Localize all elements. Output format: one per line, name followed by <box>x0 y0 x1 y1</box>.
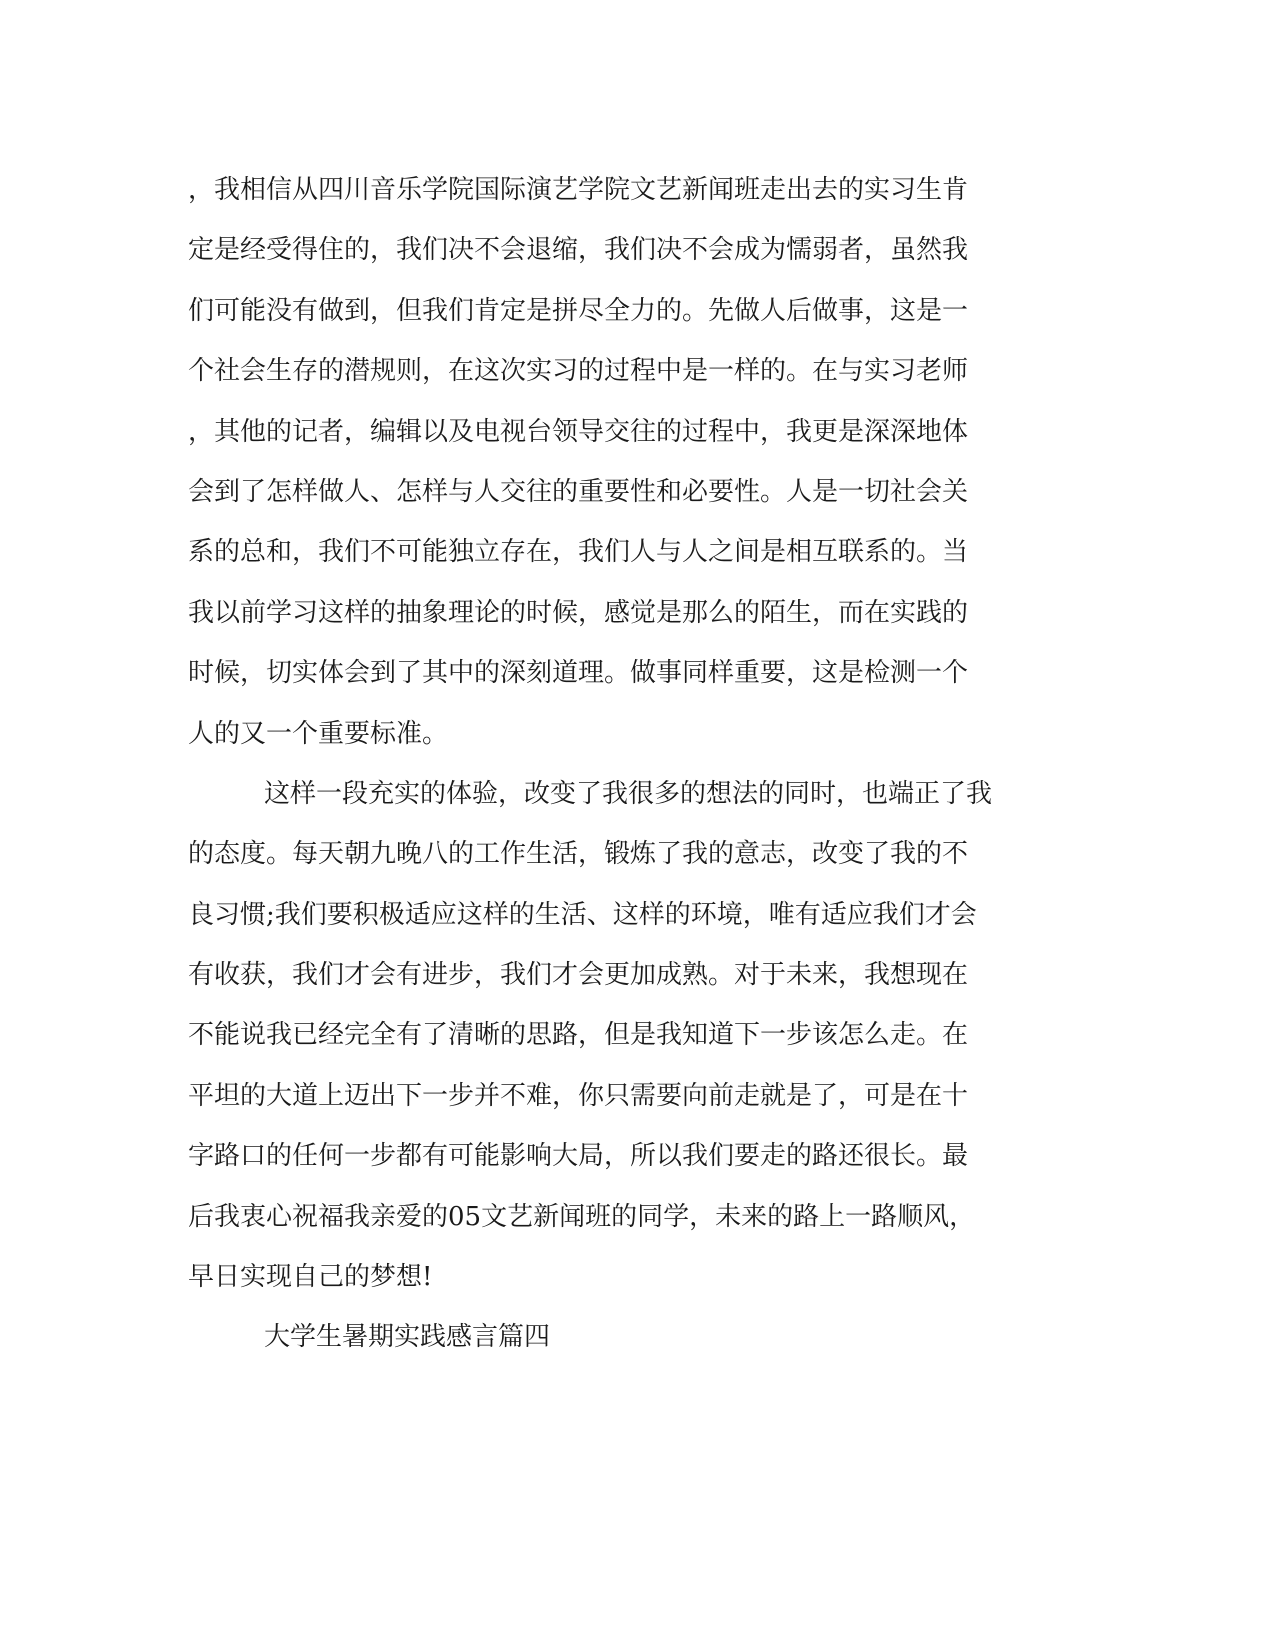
paragraph-2 <box>188 764 1068 1308</box>
section-heading: 大学生暑期实践感言篇四 <box>264 1322 551 1353</box>
paragraph-line: 有收获，我们才会有进步，我们才会更加成熟。对于未来，我想现在 <box>188 960 969 991</box>
paragraph-1 <box>188 160 1068 764</box>
paragraph-line: 字路口的任何一步都有可能影响大局，所以我们要走的路还很长。最 <box>188 1141 969 1172</box>
paragraph-line: 个社会生存的潜规则，在这次实习的过程中是一样的。在与实习老师 <box>188 356 969 387</box>
paragraph-line: 这样一段充实的体验，改变了我很多的想法的同时，也端正了我 <box>264 778 993 809</box>
paragraph-line: 人的又一个重要标准。 <box>188 718 449 749</box>
paragraph-line: ，其他的记者，编辑以及电视台领导交往的过程中，我更是深深地体 <box>188 416 969 447</box>
document-body <box>188 160 1068 1368</box>
paragraph-line: 会到了怎样做人、怎样与人交往的重要性和必要性。人是一切社会关 <box>188 476 969 507</box>
paragraph-line: 时候，切实体会到了其中的深刻道理。做事同样重要，这是检测一个 <box>188 658 969 689</box>
paragraph-line: 系的总和，我们不可能独立存在，我们人与人之间是相互联系的。当 <box>188 537 969 568</box>
paragraph-line: 定是经受得住的，我们决不会退缩，我们决不会成为懦弱者，虽然我 <box>188 235 969 266</box>
paragraph-line: 们可能没有做到，但我们肯定是拼尽全力的。先做人后做事，这是一 <box>188 295 969 326</box>
paragraph-line: 早日实现自己的梦想! <box>188 1262 433 1293</box>
paragraph-line: 的态度。每天朝九晚八的工作生活，锻炼了我的意志，改变了我的不 <box>188 839 969 870</box>
paragraph-line: ，我相信从四川音乐学院国际演艺学院文艺新闻班走出去的实习生肯 <box>188 175 969 205</box>
paragraph-line: 后我衷心祝福我亲爱的05文艺新闻班的同学，未来的路上一路顺风， <box>188 1201 976 1232</box>
paragraph-line: 不能说我已经完全有了清晰的思路，但是我知道下一步该怎么走。在 <box>188 1020 969 1051</box>
paragraph-line: 良习惯;我们要积极适应这样的生活、这样的环境，唯有适应我们才会 <box>188 899 977 930</box>
paragraph-line: 我以前学习这样的抽象理论的时候，感觉是那么的陌生，而在实践的 <box>188 597 969 628</box>
paragraph-line: 平坦的大道上迈出下一步并不难，你只需要向前走就是了，可是在十 <box>188 1080 969 1111</box>
